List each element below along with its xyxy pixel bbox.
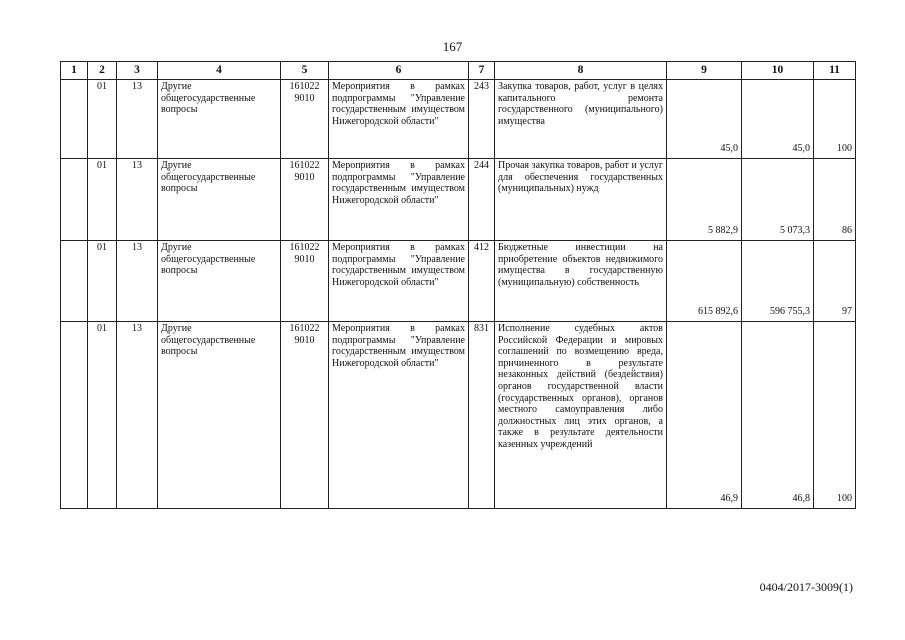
cell-executed: 596 755,3 <box>742 241 814 322</box>
cell-percent: 100 <box>814 322 856 509</box>
cell-col1 <box>61 159 88 241</box>
page-number: 167 <box>442 39 463 54</box>
header-cell: 11 <box>814 62 856 80</box>
cell-program-name: Мероприятия в рамках подпрограммы "Управление государственным имуществом Нижегородской области" <box>329 80 469 159</box>
cell-col1 <box>61 241 88 322</box>
budget-table <box>60 61 856 509</box>
cell-percent: 100 <box>814 80 856 159</box>
cell-subsection: 13 <box>117 322 158 509</box>
cell-program-name: Мероприятия в рамках подпрограммы "Управление государственным имуществом Нижегородской области" <box>329 322 469 509</box>
cell-section-name: Другие общегосударственные вопросы <box>158 80 281 159</box>
cell-section-name: Другие общегосударственные вопросы <box>158 322 281 509</box>
cell-expense-name: Закупка товаров, работ, услуг в целях капитального ремонта государственного (муниципального) имущества <box>495 80 667 159</box>
cell-expense-name: Бюджетные инвестиции на приобретение объектов недвижимого имущества в государственную (муниципальную) собственность <box>495 241 667 322</box>
cell-executed: 46,8 <box>742 322 814 509</box>
header-cell: 4 <box>158 62 281 80</box>
table-row <box>61 159 856 241</box>
cell-section-name: Другие общегосударственные вопросы <box>158 159 281 241</box>
cell-col1 <box>61 322 88 509</box>
cell-section: 01 <box>88 241 117 322</box>
cell-expense-name: Исполнение судебных актов Российской Федерации и мировых соглашений по возмещению вреда, причиненного в результате незаконных действий (бездействия) органов государственной власти (государственных органов), органов местного самоуправления либо должностных лиц этих органов, а также в результате деятельности казенных учреждений <box>495 322 667 509</box>
cell-target-code: 161022 9010 <box>281 80 329 159</box>
header-cell: 6 <box>329 62 469 80</box>
table-row <box>61 322 856 509</box>
table-header-row <box>61 62 856 80</box>
header-cell: 5 <box>281 62 329 80</box>
header-cell: 8 <box>495 62 667 80</box>
document-code: 0404/2017-3009(1) <box>759 580 853 594</box>
header-cell: 10 <box>742 62 814 80</box>
cell-section: 01 <box>88 80 117 159</box>
cell-program-name: Мероприятия в рамках подпрограммы "Управление государственным имуществом Нижегородской области" <box>329 159 469 241</box>
cell-expense-name: Прочая закупка товаров, работ и услуг для обеспечения государственных (муниципальных) нужд <box>495 159 667 241</box>
cell-percent: 97 <box>814 241 856 322</box>
cell-planned: 615 892,6 <box>667 241 742 322</box>
cell-target-code: 161022 9010 <box>281 241 329 322</box>
header-cell: 1 <box>61 62 88 80</box>
header-cell: 2 <box>88 62 117 80</box>
cell-section: 01 <box>88 159 117 241</box>
cell-program-name: Мероприятия в рамках подпрограммы "Управление государственным имуществом Нижегородской области" <box>329 241 469 322</box>
cell-expense-type: 831 <box>469 322 495 509</box>
table-row <box>61 241 856 322</box>
cell-section-name: Другие общегосударственные вопросы <box>158 241 281 322</box>
cell-expense-type: 243 <box>469 80 495 159</box>
cell-target-code: 161022 9010 <box>281 159 329 241</box>
cell-expense-type: 244 <box>469 159 495 241</box>
cell-planned: 45,0 <box>667 80 742 159</box>
cell-subsection: 13 <box>117 159 158 241</box>
header-cell: 9 <box>667 62 742 80</box>
table-row <box>61 80 856 159</box>
cell-executed: 45,0 <box>742 80 814 159</box>
cell-subsection: 13 <box>117 80 158 159</box>
cell-section: 01 <box>88 322 117 509</box>
cell-col1 <box>61 80 88 159</box>
header-cell: 7 <box>469 62 495 80</box>
cell-expense-type: 412 <box>469 241 495 322</box>
cell-subsection: 13 <box>117 241 158 322</box>
cell-target-code: 161022 9010 <box>281 322 329 509</box>
header-cell: 3 <box>117 62 158 80</box>
cell-percent: 86 <box>814 159 856 241</box>
cell-planned: 46,9 <box>667 322 742 509</box>
cell-planned: 5 882,9 <box>667 159 742 241</box>
cell-executed: 5 073,3 <box>742 159 814 241</box>
